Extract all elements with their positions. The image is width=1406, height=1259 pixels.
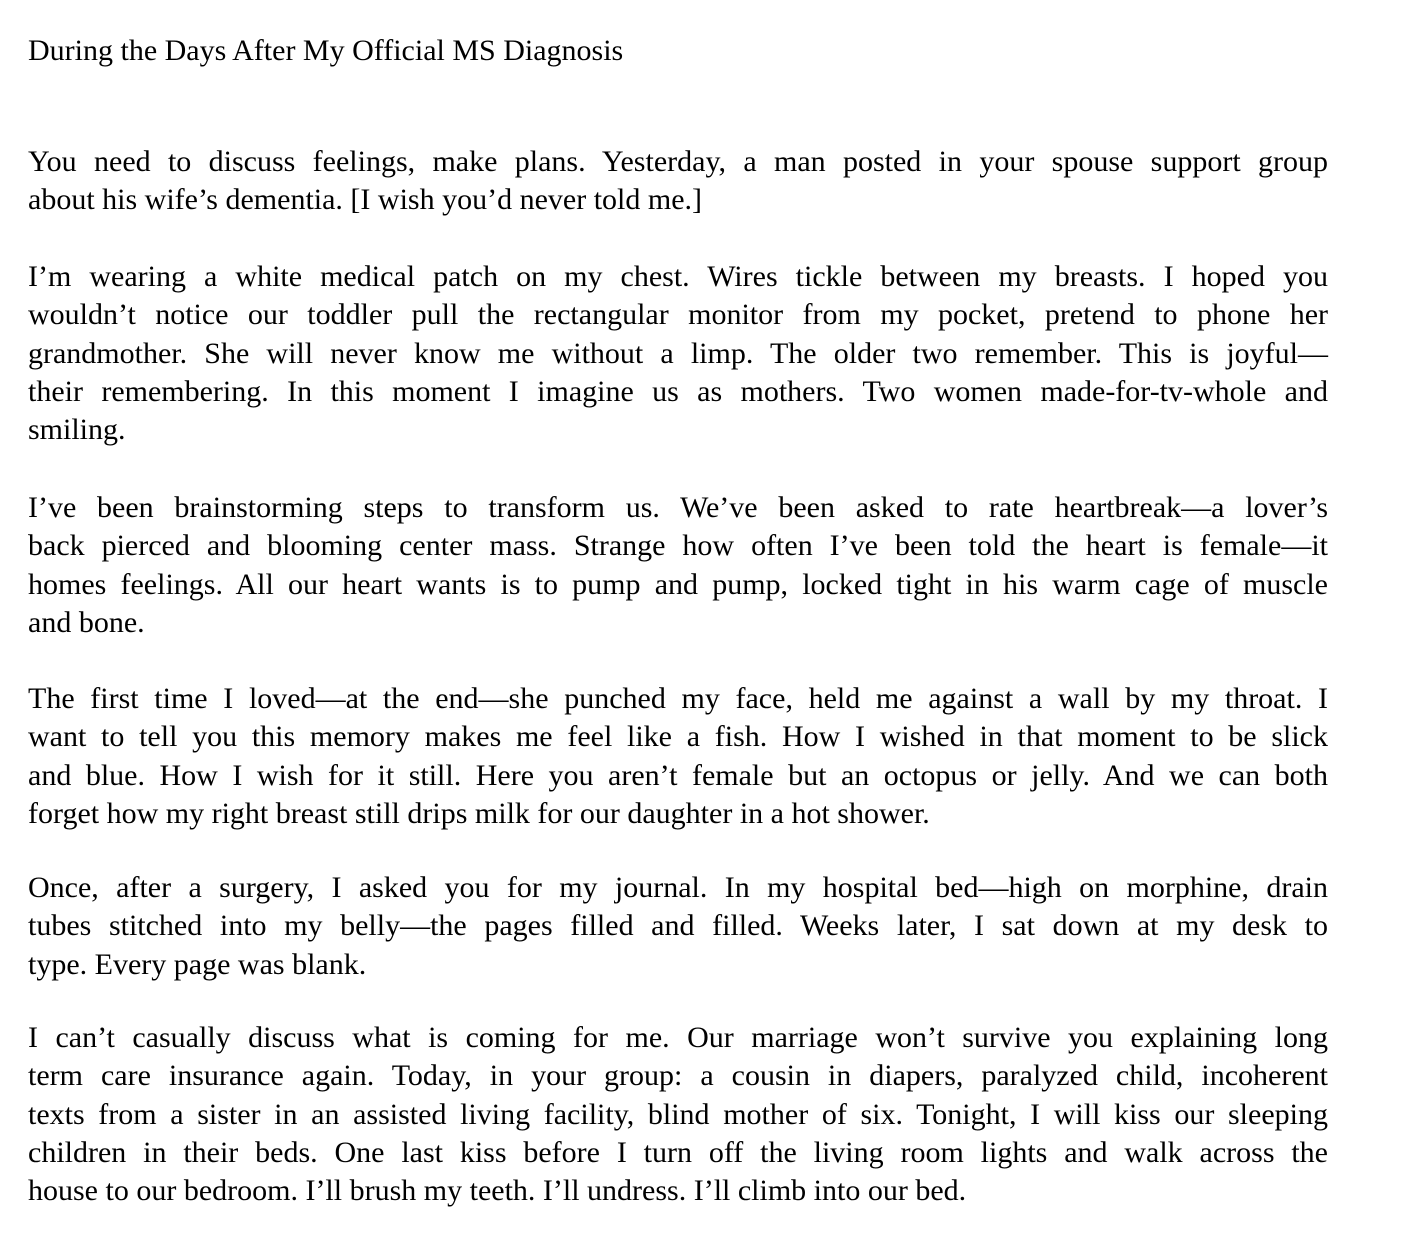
paragraph-line: forget how my right breast still drips milk for our daughter in a hot shower. xyxy=(28,796,930,830)
paragraph-line: Once, after a surgery, I asked you for my journal. In my hospital bed—high on morphine, drain xyxy=(28,871,1328,904)
paragraph-1 xyxy=(28,143,1328,220)
paragraph-line: want to tell you this memory makes me feel like a fish. How I wished in that moment to be slick xyxy=(28,720,1328,754)
paragraph-5 xyxy=(28,869,1328,984)
paragraph-line: and bone. xyxy=(28,605,145,639)
paragraph-line: grandmother. She will never know me without a limp. The older two remember. This is joyful— xyxy=(28,336,1328,370)
paragraph-line: I’m wearing a white medical patch on my chest. Wires tickle between my breasts. I hoped you xyxy=(28,260,1328,293)
paragraph-line: The first time I loved—at the end—she punched my face, held me against a wall by my throat. I xyxy=(28,682,1328,715)
paragraph-line: back pierced and blooming center mass. Strange how often I’ve been told the heart is female—it xyxy=(28,529,1328,563)
paragraph-2 xyxy=(28,258,1328,449)
paragraph-line: house to our bedroom. I’ll brush my teeth. I’ll undress. I’ll climb into our bed. xyxy=(28,1174,967,1208)
paragraph-line: I can’t casually discuss what is coming for me. Our marriage won’t survive you explaining long xyxy=(28,1021,1328,1054)
paragraph-line: smiling. xyxy=(28,413,126,447)
paragraph-line: homes feelings. All our heart wants is to pump and pump, locked tight in his warm cage of muscle xyxy=(28,567,1328,601)
paragraph-3 xyxy=(28,489,1328,642)
paragraph-line: and blue. How I wish for it still. Here you aren’t female but an octopus or jelly. And we can both xyxy=(28,758,1328,792)
paragraph-6 xyxy=(28,1019,1328,1210)
paragraph-line: I’ve been brainstorming steps to transform us. We’ve been asked to rate heartbreak—a lover’s xyxy=(28,491,1328,524)
paragraph-4 xyxy=(28,680,1328,833)
paragraph-line: You need to discuss feelings, make plans. Yesterday, a man posted in your spouse support group xyxy=(28,145,1328,178)
paragraph-line: children in their beds. One last kiss before I turn off the living room lights and walk across the xyxy=(28,1135,1328,1169)
paragraph-line: tubes stitched into my belly—the pages filled and filled. Weeks later, I sat down at my desk to xyxy=(28,909,1328,943)
paragraph-line: about his wife’s dementia. [I wish you’d never told me.] xyxy=(28,183,703,217)
paragraph-line: term care insurance again. Today, in your group: a cousin in diapers, paralyzed child, incoherent xyxy=(28,1059,1328,1093)
paragraph-line: type. Every page was blank. xyxy=(28,947,367,981)
poem-title: During the Days After My Official MS Diagnosis xyxy=(28,34,624,67)
paragraph-line: their remembering. In this moment I imagine us as mothers. Two women made-for-tv-whole and xyxy=(28,374,1328,408)
paragraph-line: texts from a sister in an assisted living facility, blind mother of six. Tonight, I will kiss our sleeping xyxy=(28,1097,1328,1131)
paragraph-line: wouldn’t notice our toddler pull the rectangular monitor from my pocket, pretend to phone her xyxy=(28,298,1328,332)
